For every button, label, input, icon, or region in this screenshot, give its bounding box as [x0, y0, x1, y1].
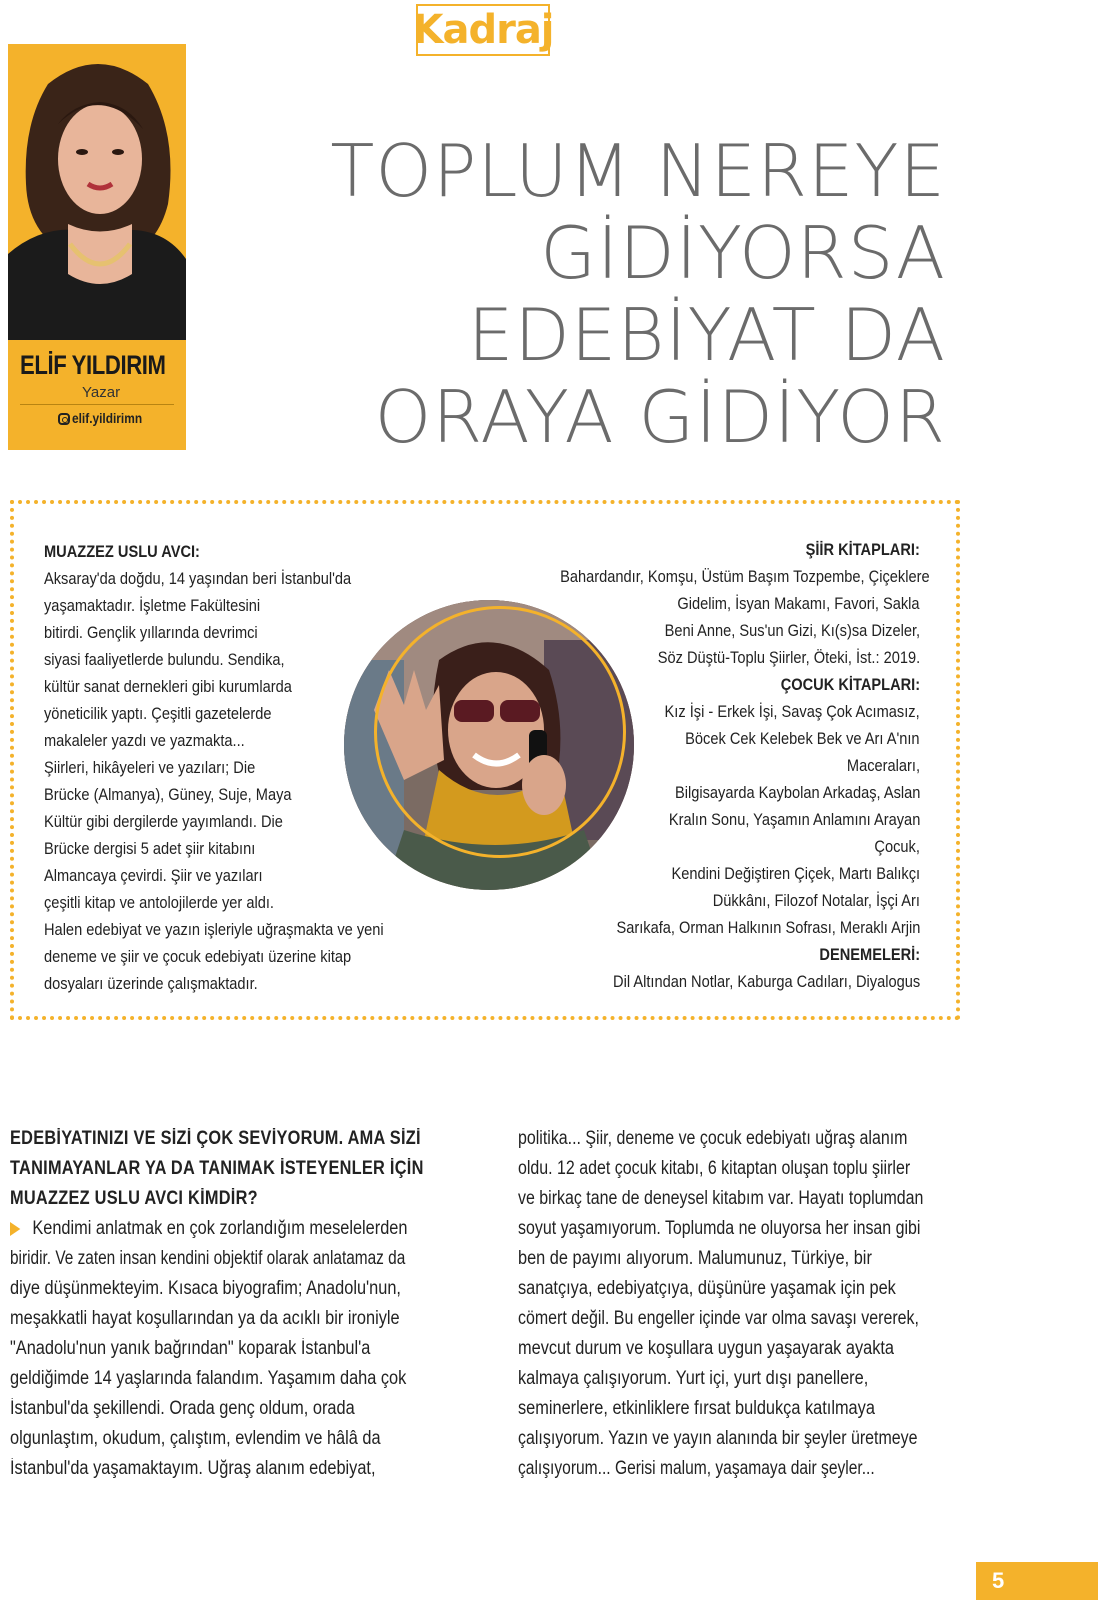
answer-line: Kendimi anlatmak en çok zorlandığım meselelerden — [32, 1218, 408, 1239]
bio-line: Şiirleri, hikâyeleri ve yazıları; Die — [44, 758, 256, 777]
works-line: Bilgisayarda Kaybolan Arkadaş, Aslan — [674, 783, 920, 802]
works-line: Kız İşi - Erkek İşi, Savaş Çok Acımasız, — [664, 702, 920, 721]
bio-line: Aksaray'da doğdu, 14 yaşından beri İstanbul'da — [44, 569, 352, 588]
answer-line: kalmaya çalışıyorum. Yurt içi, yurt dışı panellere, — [518, 1368, 869, 1389]
answer-line: çalışıyorum... Gerisi malum, yaşamaya dair şeyler... — [518, 1458, 875, 1479]
works-line: Bahardandır, Komşu, Üstüm Başım Tozpembe, Çiçeklere — [560, 567, 930, 586]
essays-heading: DENEMELERİ: — [819, 945, 920, 964]
author-photo — [8, 44, 186, 340]
bio-line: Brücke (Almanya), Güney, Suje, Maya — [44, 785, 292, 804]
title-line: GİDİYORSA — [540, 211, 946, 295]
bio-line: yöneticilik yaptı. Çeşitli gazetelerde — [44, 704, 272, 723]
answer-line: cömert değil. Bu engeller içinde var olma savaşı vererek, — [518, 1308, 919, 1329]
interview-column-left — [10, 1124, 450, 1484]
bio-line: deneme ve şiir ve çocuk edebiyatı üzerine kitap — [44, 947, 352, 966]
answer-line: politika... Şiir, deneme ve çocuk edebiyatı uğraş alanım — [518, 1128, 908, 1149]
answer-line: olgunlaştım, okudum, çalıştım, evlendim ve hâlâ da — [10, 1428, 381, 1449]
answer-line: İstanbul'da şekillendi. Orada genç oldum, orada — [10, 1398, 355, 1419]
answer-line: geldiğimde 14 yaşlarında falandım. Yaşamım daha çok — [10, 1368, 407, 1389]
works-line: Sarıkafa, Orman Halkının Sofrası, Meraklı Arjin — [616, 918, 920, 937]
bio-line: dosyaları üzerinde çalışmaktadır. — [44, 974, 258, 993]
answer-marker-icon — [10, 1222, 20, 1236]
bio-line: yaşamaktadır. İşletme Fakültesini — [44, 596, 261, 615]
bio-line: Halen edebiyat ve yazın işleriyle uğraşmakta ve yeni — [44, 920, 384, 939]
answer-line: ben de payımı alıyorum. Malumunuz, Türkiye, bir — [518, 1248, 872, 1269]
question-line: EDEBİYATINIZI VE SİZİ ÇOK SEVİYORUM. AMA SİZİ — [10, 1128, 421, 1149]
poetry-heading: ŞİİR KİTAPLARI: — [805, 540, 920, 559]
bio-line: bitirdi. Gençlik yıllarında devrimci — [44, 623, 258, 642]
interview-column-right — [518, 1124, 958, 1484]
works-line: Kralın Sonu, Yaşamın Anlamını Arayan — [668, 810, 920, 829]
works-line: Beni Anne, Sus'un Gizi, Kı(s)sa Dizeler, — [664, 621, 920, 640]
author-role: Yazar — [82, 384, 121, 401]
page-number-tab — [976, 1562, 1098, 1600]
answer-line: diye düşünmekteyim. Kısaca biyografim; Anadolu'nun, — [10, 1278, 401, 1299]
bio-line: siyasi faaliyetlerde bulundu. Sendika, — [44, 650, 285, 669]
title-line: EDEBİYAT DA — [467, 293, 946, 377]
instagram-icon — [58, 413, 70, 425]
works-line: Böcek Cek Kelebek Bek ve Arı A'nın — [685, 729, 920, 748]
bio-line: Almancaya çevirdi. Şiir ve yazıları — [44, 866, 263, 885]
bio-heading: MUAZZEZ USLU AVCI: — [44, 542, 200, 561]
bio-line: kültür sanat dernekleri gibi kurumlarda — [44, 677, 292, 696]
works-line: Gidelim, İsyan Makamı, Favori, Sakla — [677, 594, 920, 613]
bio-line: çeşitli kitap ve antolojilerde yer aldı. — [44, 893, 274, 912]
answer-line: biridir. Ve zaten insan kendini objektif olarak anlatamaz da — [10, 1248, 406, 1269]
works-line: Dükkânı, Filozof Notalar, İşçi Arı — [712, 891, 920, 910]
works-list — [500, 536, 930, 995]
answer-line: sanatçıya, edebiyatçıya, düşünüre yaşamak için pek — [518, 1278, 896, 1299]
author-divider — [20, 404, 174, 405]
answer-line: seminerlere, etkinliklere fırsat buldukça katılmaya — [518, 1398, 875, 1419]
article-title — [330, 130, 946, 458]
works-line: Dil Altından Notlar, Kaburga Cadıları, Diyalogus — [612, 972, 920, 991]
author-name: ELİF YILDIRIM — [20, 350, 166, 380]
works-line: Maceraları, — [846, 756, 920, 775]
answer-line: çalışıyorum. Yazın ve yayın alanında bir şeyler üretmeye — [518, 1428, 918, 1449]
answer-line: ve birkaç tane de deneysel kitabım var. Hayatı toplumdan — [518, 1188, 924, 1209]
answer-line: İstanbul'da yaşamaktayım. Uğraş alanım edebiyat, — [10, 1458, 376, 1479]
works-line: Söz Düştü-Toplu Şiirler, Öteki, İst.: 2019. — [657, 648, 920, 667]
bio-line: Kültür gibi dergilerde yayımlandı. Die — [44, 812, 283, 831]
children-heading: ÇOCUK KİTAPLARI: — [780, 675, 920, 694]
answer-line: soyut yaşamıyorum. Toplumda ne oluyorsa her insan gibi — [518, 1218, 921, 1239]
question-line: MUAZZEZ USLU AVCI KİMDİR? — [10, 1188, 258, 1209]
kadraj-logo — [412, 4, 554, 56]
question-line: TANIMAYANLAR YA DA TANIMAK İSTEYENLER İÇİN — [10, 1158, 424, 1179]
answer-line: oldu. 12 adet çocuk kitabı, 6 kitaptan oluşan toplu şiirler — [518, 1158, 911, 1179]
title-line: ORAYA GİDİYOR — [374, 375, 946, 459]
answer-line: meşakkatli hayat koşullarından ya da acıklı bir ironiyle — [10, 1308, 400, 1329]
author-card — [8, 340, 186, 450]
works-line: Kendini Değiştiren Çiçek, Martı Balıkçı — [671, 864, 920, 883]
bio-line: makaleler yazdı ve yazmakta... — [44, 731, 245, 750]
bio-line: Brücke dergisi 5 adet şiir kitabını — [44, 839, 256, 858]
works-line: Çocuk, — [874, 837, 920, 856]
page-number: 5 — [992, 1568, 1005, 1593]
author-handle[interactable]: elif.yildirimn — [72, 410, 143, 426]
answer-line: "Anadolu'nun yanık bağrından" koparak İstanbul'a — [10, 1338, 371, 1359]
title-line: TOPLUM NEREYE — [330, 129, 946, 213]
logo-text: Kadraj — [412, 7, 554, 53]
answer-line: mevcut durum ve koşullara uygun yaşayarak ayakta — [518, 1338, 895, 1359]
